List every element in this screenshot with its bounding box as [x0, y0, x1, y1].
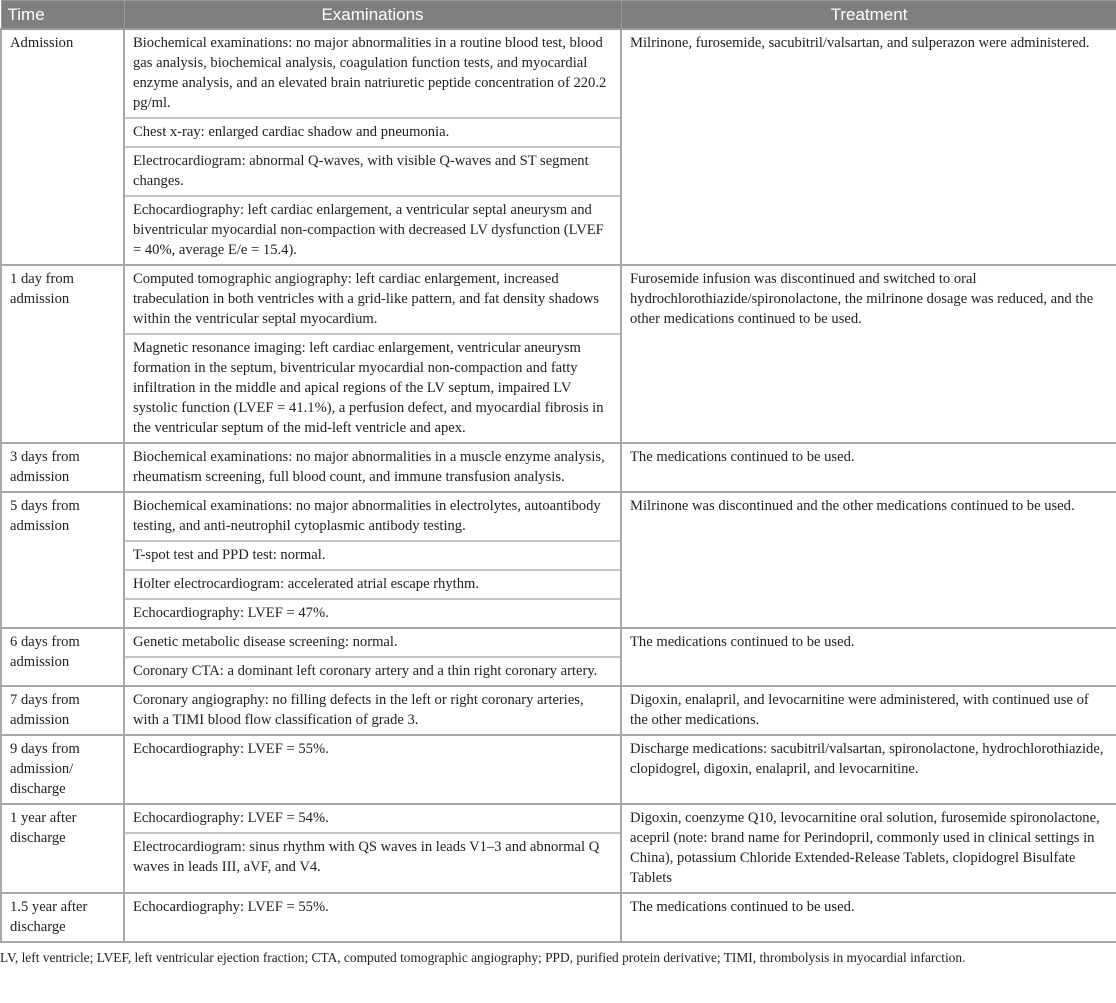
- examination-entry: Biochemical examinations: no major abnormalities in a muscle enzyme analysis, rheumatism screening, full blood count, and immune transfusion analysis.: [133, 449, 605, 485]
- time-cell: 1.5 year after discharge: [1, 893, 124, 942]
- time-cell: 3 days from admission: [1, 443, 124, 492]
- time-cell: 1 year after discharge: [1, 804, 124, 893]
- examinations-cell: [124, 893, 621, 942]
- examination-entry: Coronary CTA: a dominant left coronary artery and a thin right coronary artery.: [125, 656, 620, 685]
- examination-entry: Holter electrocardiogram: accelerated atrial escape rhythm.: [125, 569, 620, 598]
- time-cell: 7 days from admission: [1, 686, 124, 735]
- treatment-cell: Milrinone, furosemide, sacubitril/valsartan, and sulperazon were administered.: [621, 29, 1116, 265]
- table-row: [1, 686, 1116, 735]
- time-cell: Admission: [1, 29, 124, 265]
- header-row: [1, 1, 1116, 30]
- header-time: Time: [1, 1, 124, 30]
- examination-entry: Chest x-ray: enlarged cardiac shadow and pneumonia.: [125, 117, 620, 146]
- examination-entry: Electrocardiogram: abnormal Q-waves, with visible Q-waves and ST segment changes.: [125, 146, 620, 195]
- examination-entry: Coronary angiography: no filling defects in the left or right coronary arteries, with a TIMI blood flow classification of grade 3.: [133, 692, 584, 728]
- examination-entry: T-spot test and PPD test: normal.: [125, 540, 620, 569]
- table-row: [1, 804, 1116, 893]
- table-row: [1, 265, 1116, 443]
- examination-entry: Biochemical examinations: no major abnormalities in a routine blood test, blood gas analysis, biochemical analysis, coagulation function tests, and myocardial enzyme analysis, and an elevated brain natriuretic peptide concentration of 220.2 pg/ml.: [133, 35, 607, 111]
- header-treatment: Treatment: [621, 1, 1116, 30]
- table-footnote: LV, left ventricle; LVEF, left ventricular ejection fraction; CTA, computed tomographic angiography; PPD, purified protein derivative; TIMI, thrombolysis in myocardial infarction.: [0, 950, 966, 965]
- treatment-cell: Milrinone was discontinued and the other medications continued to be used.: [621, 492, 1116, 628]
- examination-entry: Computed tomographic angiography: left cardiac enlargement, increased trabeculation in both ventricles with a grid-like pattern, and fat density shadows within the ventricular septal myocardium.: [133, 271, 600, 327]
- time-cell: 5 days from admission: [1, 492, 124, 628]
- examinations-cell: [124, 735, 621, 804]
- examination-entry: Electrocardiogram: sinus rhythm with QS waves in leads V1–3 and abnormal Q waves in leads III, aVF, and V4.: [125, 832, 620, 881]
- table-row: [1, 443, 1116, 492]
- treatment-cell: Digoxin, enalapril, and levocarnitine were administered, with continued use of the other medications.: [621, 686, 1116, 735]
- treatment-cell: Discharge medications: sacubitril/valsartan, spironolactone, hydrochlorothiazide, clopidogrel, digoxin, enalapril, and levocarnitine.: [621, 735, 1116, 804]
- table-row: [1, 735, 1116, 804]
- examinations-cell: [124, 29, 621, 265]
- examination-entry: Echocardiography: left cardiac enlargement, a ventricular septal aneurysm and biventricular myocardial non-compaction with decreased LV dysfunction (LVEF = 40%, average E/e = 15.4).: [125, 195, 620, 264]
- treatment-cell: The medications continued to be used.: [621, 443, 1116, 492]
- time-cell: 1 day from admission: [1, 265, 124, 443]
- examination-entry: Echocardiography: LVEF = 55%.: [133, 899, 329, 915]
- table-row: [1, 628, 1116, 686]
- time-cell: 9 days from admission/ discharge: [1, 735, 124, 804]
- header-examinations: Examinations: [124, 1, 621, 30]
- examination-entry: Echocardiography: LVEF = 47%.: [125, 598, 620, 627]
- treatment-cell: The medications continued to be used.: [621, 628, 1116, 686]
- examination-entry: Genetic metabolic disease screening: normal.: [133, 634, 398, 650]
- examinations-cell: [124, 628, 621, 686]
- table-row: [1, 29, 1116, 265]
- examinations-cell: [124, 686, 621, 735]
- table-row: [1, 492, 1116, 628]
- examination-entry: Echocardiography: LVEF = 55%.: [133, 741, 329, 757]
- examination-entry: Echocardiography: LVEF = 54%.: [133, 810, 329, 826]
- examinations-cell: [124, 443, 621, 492]
- table-row: [1, 893, 1116, 942]
- examination-entry: Magnetic resonance imaging: left cardiac enlargement, ventricular aneurysm formation in the septum, biventricular myocardial non-compaction and fatty infiltration in the middle and apical regions of the LV septum, impaired LV systolic function (LVEF = 41.1%), a perfusion defect, and myocardial fibrosis in the ventricular septum of the mid-left ventricle and apex.: [125, 333, 620, 442]
- time-cell: 6 days from admission: [1, 628, 124, 686]
- treatment-cell: The medications continued to be used.: [621, 893, 1116, 942]
- examinations-cell: [124, 492, 621, 628]
- table-body: [1, 29, 1116, 942]
- examinations-cell: [124, 265, 621, 443]
- examination-entry: Biochemical examinations: no major abnormalities in electrolytes, autoantibody testing, and anti-neutrophil cytoplasmic antibody testing.: [133, 498, 601, 534]
- treatment-cell: Furosemide infusion was discontinued and switched to oral hydrochlorothiazide/spironolactone, the milrinone dosage was reduced, and the other medications continued to be used.: [621, 265, 1116, 443]
- treatment-cell: Digoxin, coenzyme Q10, levocarnitine oral solution, furosemide spironolactone, acepril (note: brand name for Perindopril, commonly used in clinical settings in China), potassium Chloride Extended-Release Tablets, clopidogrel Bisulfate Tablets: [621, 804, 1116, 893]
- examinations-cell: [124, 804, 621, 893]
